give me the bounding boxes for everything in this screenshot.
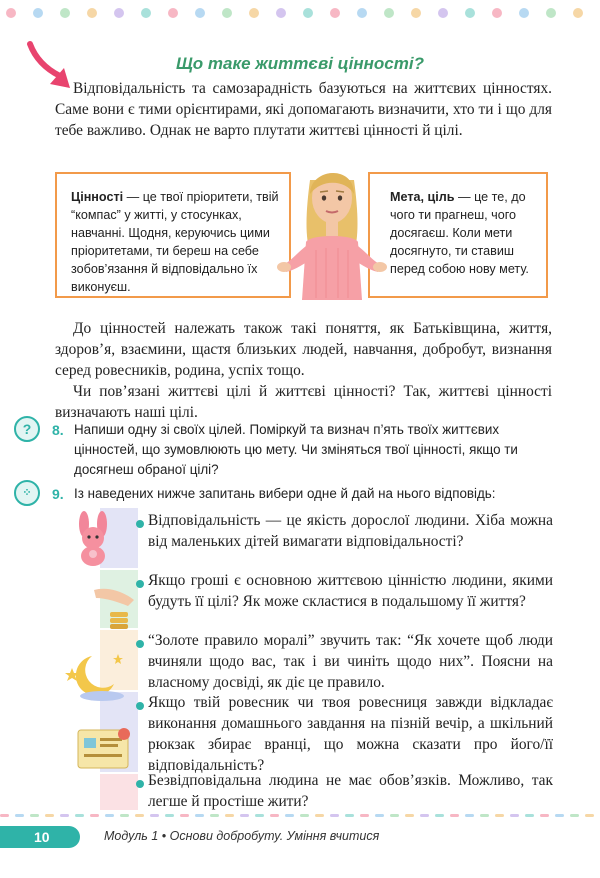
pink-bunny-toy-icon [70, 510, 116, 566]
values-definition-box [55, 172, 291, 298]
footer-dash-segment [510, 814, 519, 817]
footer-dash-segment [90, 814, 99, 817]
goals-values-paragraph: Чи пов’язані життєві цілі й життєві цінності? Так, життєві цінності визначають наші цілі. [55, 383, 552, 421]
decorative-dot [492, 8, 502, 18]
footer-dash-segment [435, 814, 444, 817]
footer-dash-segment [465, 814, 474, 817]
decorative-dot [330, 8, 340, 18]
footer-dash-segment [15, 814, 24, 817]
decorative-dot [195, 8, 205, 18]
goal-definition-box [368, 172, 548, 298]
question-icon: ? [14, 416, 40, 442]
decorative-dots [0, 8, 600, 22]
footer-dash-segment [405, 814, 414, 817]
footer-dash-segment [585, 814, 594, 817]
footer-dash-segment [120, 814, 129, 817]
decorative-dot [411, 8, 421, 18]
question-2-text: Якщо гроші є основною життєвою цінністю людини, якими будуть її цілі? Як може скластися в подальшому її життя? [148, 572, 553, 610]
decorative-dot [303, 8, 313, 18]
decorative-dot [114, 8, 124, 18]
footer-dash-segment [285, 814, 294, 817]
values-examples-paragraph: До цінностей належать також такі поняття, як Батьківщина, життя, здоров’я, взаємини, щастя близьких людей, навчання, добробут, визнання серед ровесників, родина, успіх тощо. [55, 320, 552, 379]
footer-dash-segment [0, 814, 9, 817]
decorative-dot [33, 8, 43, 18]
footer-dash-segment [480, 814, 489, 817]
footer-dash-segment [420, 814, 429, 817]
decorative-dot [357, 8, 367, 18]
goal-term: Мета, ціль [390, 190, 455, 204]
page-title: Що таке життєві цінності? [175, 54, 424, 73]
footer-dash-segment [135, 814, 144, 817]
question-4-text: Якщо твій ровесник чи твоя ровесниця завжди відкладає виконання домашнього завдання на пізній вечір, а шкільний рюкзак збирає вранці, що можна сказати про його/її відповідальність? [148, 694, 553, 774]
footer-module-title: Модуль 1 • Основи добробуту. Уміння вчитися [104, 829, 380, 843]
decorative-dot [573, 8, 583, 18]
decorative-dot [6, 8, 16, 18]
footer-dash-segment [60, 814, 69, 817]
footer-dash-segment [270, 814, 279, 817]
footer-dash-segment [165, 814, 174, 817]
footer-dash-segment [345, 814, 354, 817]
decorative-dot [276, 8, 286, 18]
footer-dash-segment [105, 814, 114, 817]
intro-paragraph: Відповідальність та самозарадність базуються на життєвих цінностях. Саме вони є тими орієнтирами, які допомагають визначити, хто ти і що для тебе важливо. Однак не варто плутати життєві цінності й цілі. [55, 80, 552, 139]
question-1-text: Відповідальність — це якість дорослої людини. Хіба можна від маленьких дітей вимагати відповідальності? [148, 512, 553, 550]
question-3-bullet [136, 640, 144, 648]
decorative-dot [519, 8, 529, 18]
stripe-pink [100, 774, 138, 810]
footer-dash-segment [225, 814, 234, 817]
decorative-dot [141, 8, 151, 18]
hand-with-coins-icon [84, 580, 138, 630]
footer-dash-segment [315, 814, 324, 817]
footer-dash-segment [330, 814, 339, 817]
question-1-bullet [136, 520, 144, 528]
page-number: 10 [0, 826, 80, 848]
homework-notebook-icon [74, 724, 134, 774]
footer-dash-segment [45, 814, 54, 817]
values-definition-text: — це твої пріоритети, твій “компас” у житті, у стосунках, навчанні. Щодня, керуючись цими пріоритетами, ти береш на себе зобов’язання й відповідально їх виконуєш. [71, 190, 279, 294]
decorative-dot [60, 8, 70, 18]
decorative-dot [87, 8, 97, 18]
footer-dash-segment [150, 814, 159, 817]
decorative-dot [249, 8, 259, 18]
footer-dash-segment [255, 814, 264, 817]
footer-dash-segment [300, 814, 309, 817]
girl-shrugging-illustration [276, 150, 388, 310]
footer-dash-segment [360, 814, 369, 817]
footer-dash-segment [30, 814, 39, 817]
footer-dash-segment [540, 814, 549, 817]
values-term: Цінності [71, 190, 124, 204]
footer-dash-segment [495, 814, 504, 817]
footer-dash-segment [555, 814, 564, 817]
footer-dash-segment [525, 814, 534, 817]
footer-dash-segment [450, 814, 459, 817]
question-5-text: Безвідповідальна людина не має обов’язків. Можливо, так легше й простіше жити? [148, 772, 553, 810]
question-4-bullet [136, 702, 144, 710]
discussion-icon: ⁘ [14, 480, 40, 506]
footer-dash-segment [570, 814, 579, 817]
footer-dash-segment [75, 814, 84, 817]
decorative-dot [168, 8, 178, 18]
question-2-bullet [136, 580, 144, 588]
task-8-number: 8. [52, 422, 64, 438]
decorative-dot [384, 8, 394, 18]
moon-and-stars-icon [62, 650, 128, 702]
footer-divider [0, 814, 600, 820]
question-5-bullet [136, 780, 144, 788]
footer-dash-segment [210, 814, 219, 817]
footer-dash-segment [240, 814, 249, 817]
question-3-text: “Золоте правило моралі” звучить так: “Як хочете щоб люди вчиняли щодо вас, так і ви чиніть щодо них”. Поясни на власному досвіді, як діє це правило. [148, 632, 553, 691]
decorative-dot [438, 8, 448, 18]
footer-dash-segment [390, 814, 399, 817]
footer-dash-segment [180, 814, 189, 817]
task-9-text: Із наведених нижче запитань вибери одне й дай на нього відповідь: [74, 486, 496, 501]
task-9-number: 9. [52, 486, 64, 502]
task-8-text: Напиши одну зі своїх цілей. Поміркуй та визнач п’ять твоїх життєвих цінностей, що зумовлюють цю мету. Чи зміняться твої цінності, якщо ти досягнеш обраної цілі? [74, 422, 518, 477]
goal-definition-text: — це те, до чого ти прагнеш, чого досягаєш. Коли мети досягнуто, ти ставиш перед собою нову мету. [390, 190, 529, 276]
decorative-dot [465, 8, 475, 18]
footer-dash-segment [375, 814, 384, 817]
decorative-dot [546, 8, 556, 18]
decorative-dot [222, 8, 232, 18]
footer-dash-segment [195, 814, 204, 817]
